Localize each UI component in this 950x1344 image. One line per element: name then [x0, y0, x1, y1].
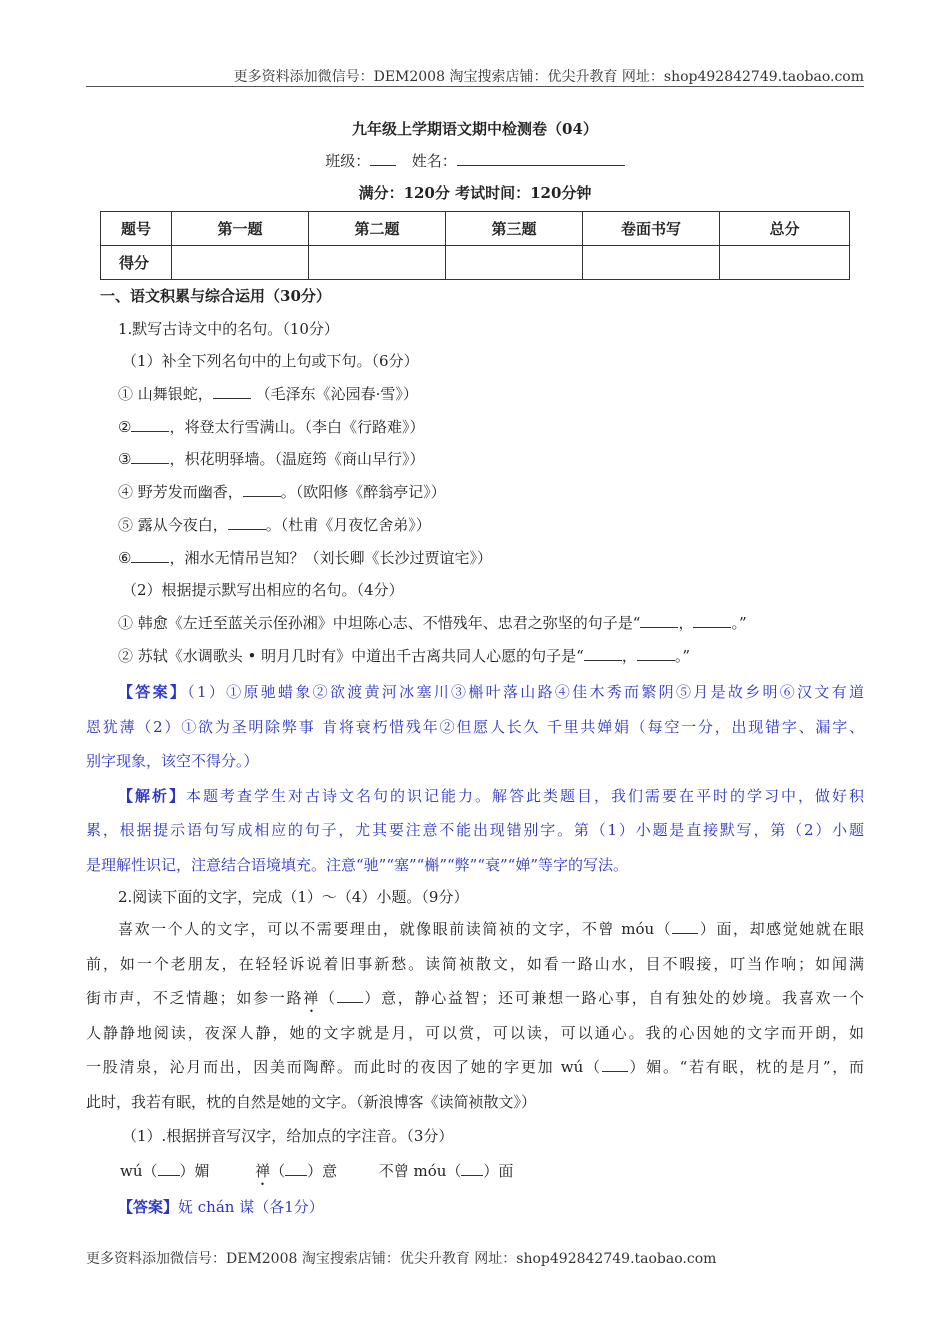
recite-line: ③ ，枳花明驿墙。（温庭筠《商山早行》）	[118, 450, 425, 469]
analysis-line: 是理解性识记，注意结合语境填充。注意“驰”“塞”“槲”“弊”“衰”“婵”等字的写法。	[86, 855, 629, 874]
recite-line: ⑥ ，湘水无情吊岂知？（刘长卿《长沙过贾谊宅》）	[118, 548, 492, 567]
answer-blank[interactable]	[672, 919, 698, 934]
answer-blank[interactable]	[243, 482, 281, 497]
answer-blank[interactable]	[693, 613, 731, 628]
answer-blank[interactable]	[640, 613, 678, 628]
question-2-title: 2.阅读下面的文字，完成（1）～（4）小题。（9分）	[118, 888, 469, 907]
recite-line: ① 韩愈《左迁至蓝关示侄孙湘》中坦陈心志、不惜残年、忠君之弥坚的句子是“ ， 。”	[118, 613, 747, 632]
table-header-cell: 卷面书写	[583, 212, 720, 246]
answer-blank[interactable]	[131, 449, 169, 464]
name-label: 姓名：	[411, 152, 457, 170]
score-table	[100, 211, 850, 280]
exam-content	[86, 280, 864, 1224]
table-header-cell: 第二题	[309, 212, 446, 246]
score-cell[interactable]	[446, 246, 583, 280]
answer-blank[interactable]	[158, 1161, 180, 1176]
exam-title: 九年级上学期语文期中检测卷（04）	[352, 120, 598, 138]
score-info: 满分：120分 考试时间：120分钟	[358, 184, 592, 202]
name-blank[interactable]	[457, 151, 625, 166]
analysis-line: 【解析】本题考查学生对古诗文名句的识记能力。解答此类题目，我们需要在平时的学习中，做好积	[118, 786, 864, 805]
answer-block	[86, 675, 864, 779]
header-divider	[86, 86, 864, 87]
question-1-part1: （1）补全下列名句中的上句或下句。（6分）	[122, 352, 419, 371]
question-1-part2: （2）根据提示默写出相应的名句。（4分）	[122, 581, 404, 600]
passage-line: 人静静地阅读，夜深人静，她的文字就是月，可以赏，可以读，可以通心。我的心因她的文字而开朗，如	[86, 1023, 864, 1042]
table-header-cell: 题号	[101, 212, 172, 246]
passage-line: 街市声，不乏情趣；如参一路禅（ ）意，静心益智；还可兼想一路心事，自有独处的妙境。我喜欢一个	[86, 989, 864, 1008]
answer-blank[interactable]	[584, 646, 622, 661]
question-2-sub1: （1）.根据拼音写汉字，给加点的字注音。（3分）	[122, 1127, 454, 1146]
score-cell[interactable]	[172, 246, 309, 280]
recite-line: ② 苏轼《水调歌头 • 明月几时有》中道出千古离共同人心愿的句子是“ ， 。”	[118, 646, 691, 665]
score-cell[interactable]	[583, 246, 720, 280]
passage-line: 此时，我若有眠，枕的自然是她的文字。（新浪博客《读简祯散文》）	[86, 1092, 537, 1111]
passage-line: 前，如一个老朋友，在轻轻诉说着旧事新愁。读简祯散文，如看一路山水，目不暇接，叮当作响；如闻满	[86, 954, 864, 973]
reading-passage	[86, 912, 864, 1119]
answer-blank[interactable]	[285, 1161, 307, 1176]
score-row-label: 得分	[101, 246, 172, 280]
analysis-line: 累，根据提示语句写成相应的句子，尤其要注意不能出现错别字。第（1）小题是直接默写，第（2）小题	[86, 821, 864, 840]
answer-blank[interactable]	[461, 1161, 483, 1176]
answer-blank[interactable]	[131, 548, 169, 563]
table-header-cell: 总分	[720, 212, 850, 246]
answer-line: 【答案】（1）①原驰蜡象②欲渡黄河冰塞川③槲叶落山路④佳木秀而繁阴⑤月是故乡明⑥汉文有道	[118, 683, 864, 702]
page-header: 更多资料添加微信号：DEM2008 淘宝搜索店铺：优尖升教育 网址：shop492842749.taobao.com	[233, 69, 864, 85]
dotted-char: 禅	[255, 1161, 271, 1180]
answer-blank[interactable]	[228, 515, 266, 530]
class-blank[interactable]	[370, 151, 396, 166]
recite-line: ② ，将登太行雪满山。（李白《行路难》）	[118, 417, 425, 436]
recite-line: ⑤ 露从今夜白， 。（杜甫《月夜忆舍弟》）	[118, 515, 431, 534]
answer-line: 别字现象，该空不得分。）	[86, 752, 259, 771]
section-heading: 一、语文积累与综合运用（30分）	[100, 287, 331, 305]
recite-line: ④ 野芳发而幽香， 。（欧阳修《醉翁亭记》）	[118, 483, 446, 502]
page-footer: 更多资料添加微信号：DEM2008 淘宝搜索店铺：优尖升教育 网址：shop492842749.taobao.com	[86, 1251, 717, 1267]
table-header-cell: 第三题	[446, 212, 583, 246]
answer-line: 恩犹薄（2）①欲为圣明除弊事 肯将衰朽惜残年②但愿人长久 千里共婵娟（每空一分，出现错字、漏字、	[86, 717, 864, 736]
passage-line: 一股清泉，沁月而出，因美而陶醉。而此时的夜因了她的字更加 wú（ ）媚。“若有眠，枕的是月”，而	[86, 1058, 864, 1077]
answer-blank[interactable]	[337, 988, 363, 1003]
class-name-line	[0, 150, 950, 171]
answer-blank[interactable]	[131, 417, 169, 432]
pinyin-items: wú（ ）媚 禅（ ）意 不曾 móu（ ）面	[120, 1161, 514, 1180]
dotted-char: 禅	[303, 989, 320, 1008]
analysis-block	[86, 779, 864, 883]
answer-line: 【答案】妩 chán 谋（各1分）	[118, 1197, 324, 1216]
answer-blank[interactable]	[637, 646, 675, 661]
class-label: 班级：	[325, 152, 371, 170]
recite-line: ① 山舞银蛇， （毛泽东《沁园春·雪》）	[118, 385, 418, 404]
score-cell[interactable]	[309, 246, 446, 280]
table-header-cell: 第一题	[172, 212, 309, 246]
passage-line: 喜欢一个人的文字，可以不需要理由，就像眼前读简祯的文字，不曾 móu（ ）面，却感觉她就在眼	[118, 920, 864, 939]
answer-blank[interactable]	[602, 1057, 628, 1072]
question-1-title: 1.默写古诗文中的名句。（10分）	[118, 319, 339, 338]
score-cell[interactable]	[720, 246, 850, 280]
answer-blank[interactable]	[213, 384, 251, 399]
